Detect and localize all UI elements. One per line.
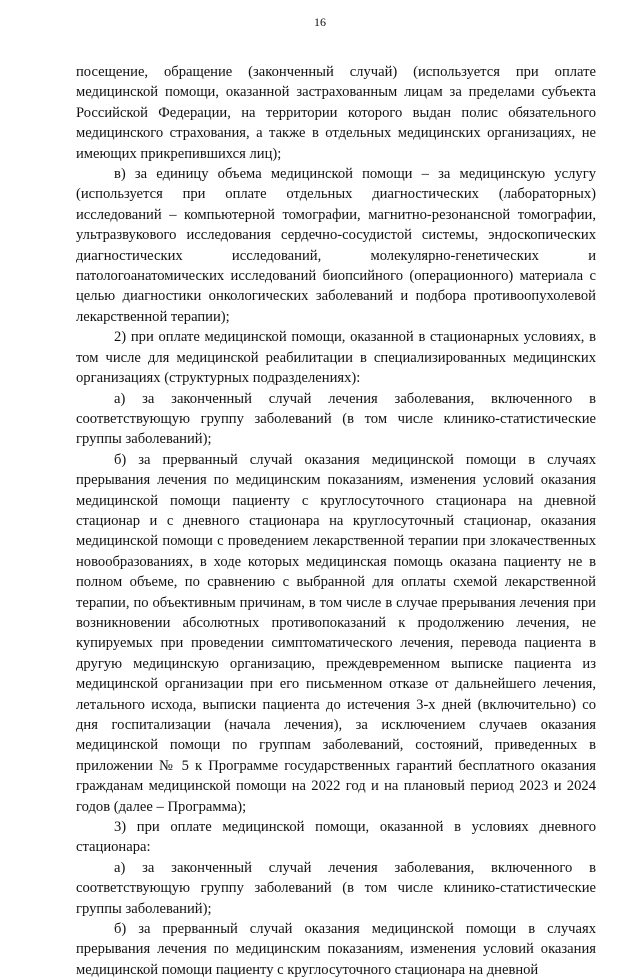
paragraph-item-v: в) за единицу объема медицинской помощи – за медицинскую услугу (используется при оплате отдельных диагностических (лабораторных) исследований – компьютерной томографии, магнитно-резонансной томографии, ультразвукового исследования сердечно-сосудистой системы, эндоскопических диагностических исследований, молекулярно-генетических и патологоанатомических исследований биопсийного (операционного) материала с целью диагностики онкологических заболеваний и подбора противоопухолевой лекарственной терапии); bbox=[76, 166, 596, 325]
paragraph-item-2: 2) при оплате медицинской помощи, оказанной в стационарных условиях, в том числе для медицинской реабилитации в специализированных медицинских организациях (структурных подразделениях): bbox=[76, 329, 596, 387]
paragraph-item-3: 3) при оплате медицинской помощи, оказанной в условиях дневного стационара: bbox=[76, 819, 596, 856]
paragraph-item-2a: а) за законченный случай лечения заболевания, включенного в соответствующую группу заболеваний (в том числе клинико-статистические группы заболеваний); bbox=[76, 390, 596, 448]
document-body bbox=[76, 62, 596, 980]
page-number: 16 bbox=[314, 15, 326, 29]
paragraph-item-3a: а) за законченный случай лечения заболевания, включенного в соответствующую группу заболеваний (в том числе клинико-статистические группы заболеваний); bbox=[76, 859, 596, 917]
paragraph-item-3b: б) за прерванный случай оказания медицинской помощи в случаях прерывания лечения по медицинским показаниям, изменения условий оказания медицинской помощи пациенту с круглосуточного стационара на дневной bbox=[76, 921, 596, 978]
paragraph-continuation: посещение, обращение (законченный случай) (используется при оплате медицинской помощи, оказанной застрахованным лицам за пределами субъекта Российской Федерации, на территории которого выдан полис обязательного медицинского страхования, а также в отдельных медицинских организациях, не имеющих прикрепившихся лиц); bbox=[76, 64, 596, 162]
paragraph-item-2b: б) за прерванный случай оказания медицинской помощи в случаях прерывания лечения по медицинским показаниям, изменения условий оказания медицинской помощи пациенту с круглосуточного стационара на дневной стационар и с дневного стационара на круглосуточный стационар, оказания медицинской помощи с проведением лекарственной терапии при злокачественных новообразованиях, в ходе которых медицинская помощь оказана пациенту не в полном объеме, по сравнению с выбранной для оплаты схемой лекарственной терапии, по объективным причинам, в том числе в случае прерывания лечения при возникновении абсолютных противопоказаний к продолжению лечения, не купируемых при проведении симптоматического лечения, перевода пациента в другую медицинскую организацию, преждевременном выписке пациента из медицинской организации при его письменном отказе от дальнейшего лечения, летального исхода, выписки пациента до истечения 3-х дней (включительно) со дня госпитализации (начала лечения), за исключением случаев оказания медицинской помощи по группам заболеваний, состояний, приведенных в приложении № 5 к Программе государственных гарантий бесплатного оказания гражданам медицинской помощи на 2022 год и на плановый период 2023 и 2024 годов (далее – Программа); bbox=[76, 451, 596, 815]
